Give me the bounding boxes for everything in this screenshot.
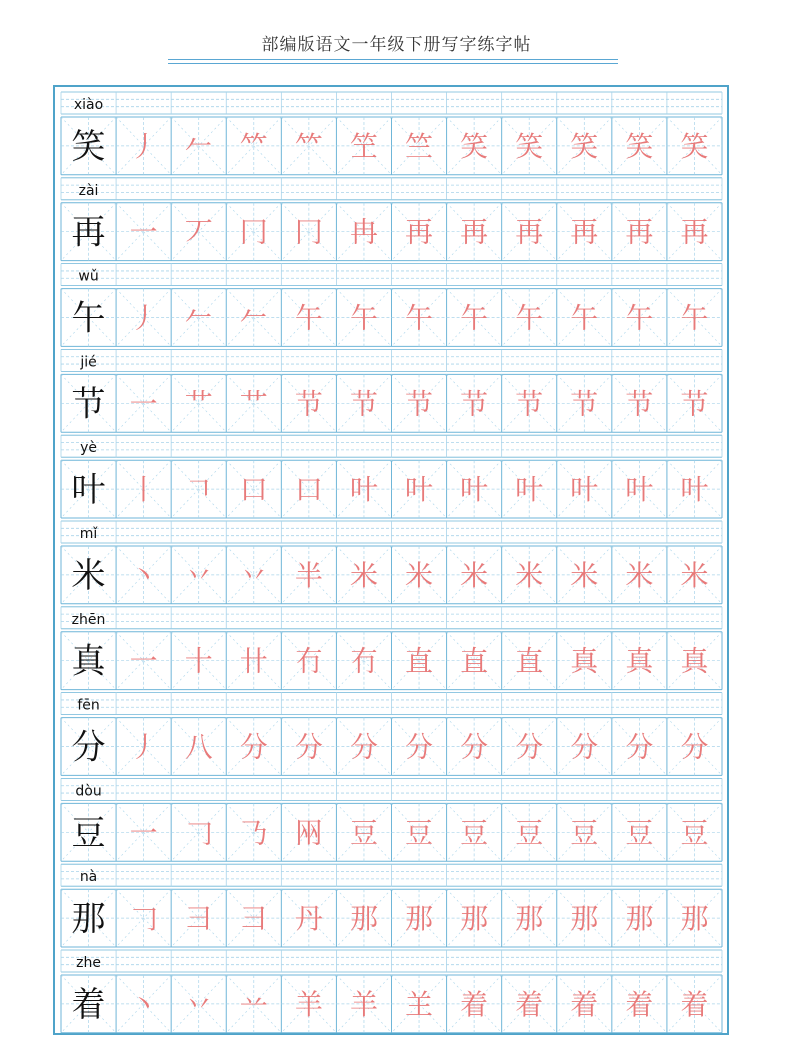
stroke-step: 冂 bbox=[239, 215, 268, 249]
stroke-step: 那 bbox=[460, 902, 489, 936]
stroke-step: 着 bbox=[625, 987, 654, 1021]
stroke-step: 丿 bbox=[129, 301, 158, 335]
stroke-step: 分 bbox=[515, 730, 544, 764]
stroke-step: 午 bbox=[405, 301, 434, 335]
stroke-step: 笑 bbox=[625, 129, 654, 163]
stroke-step: 真 bbox=[680, 644, 709, 678]
stroke-step: 节 bbox=[625, 387, 654, 421]
stroke-step: 着 bbox=[460, 987, 489, 1021]
stroke-step: 节 bbox=[570, 387, 599, 421]
stroke-step: 再 bbox=[680, 215, 709, 249]
stroke-step: 直 bbox=[405, 644, 434, 678]
stroke-step: 那 bbox=[515, 902, 544, 936]
stroke-step: 丆 bbox=[184, 215, 213, 249]
stroke-step: 羊 bbox=[349, 987, 378, 1021]
stroke-step: 竺 bbox=[405, 129, 434, 163]
pinyin-label: mǐ bbox=[79, 526, 98, 542]
stroke-step: 叶 bbox=[405, 473, 434, 507]
stroke-step: 𠂉 bbox=[184, 129, 213, 163]
stroke-step: 午 bbox=[680, 301, 709, 335]
stroke-step: 笁 bbox=[349, 129, 378, 163]
model-character: 午 bbox=[71, 298, 106, 339]
pinyin-label: zhēn bbox=[71, 611, 106, 628]
stroke-step: 𠃍 bbox=[184, 473, 213, 507]
stroke-step: 直 bbox=[460, 644, 489, 678]
stroke-step: 一 bbox=[129, 215, 158, 249]
stroke-step: 丿 bbox=[129, 129, 158, 163]
stroke-step: 米 bbox=[570, 558, 599, 592]
stroke-step: 分 bbox=[239, 730, 268, 764]
stroke-step: 口 bbox=[239, 473, 268, 507]
stroke-step: 真 bbox=[570, 644, 599, 678]
stroke-step: 口 bbox=[294, 473, 323, 507]
stroke-step: 冉 bbox=[349, 215, 378, 249]
stroke-step: 午 bbox=[460, 301, 489, 335]
stroke-step: 分 bbox=[460, 730, 489, 764]
stroke-step: 分 bbox=[625, 730, 654, 764]
stroke-step: 午 bbox=[570, 301, 599, 335]
stroke-step: 午 bbox=[349, 301, 378, 335]
stroke-step: 节 bbox=[405, 387, 434, 421]
pinyin-label: nà bbox=[79, 869, 98, 886]
stroke-step: 再 bbox=[570, 215, 599, 249]
pinyin-label: xiào bbox=[73, 97, 104, 113]
stroke-step: 着 bbox=[680, 987, 709, 1021]
stroke-step: 十 bbox=[184, 644, 213, 678]
stroke-step: 𠃌 bbox=[129, 902, 158, 936]
model-character: 再 bbox=[71, 212, 106, 253]
stroke-step: 冂 bbox=[294, 215, 323, 249]
pinyin-label: jié bbox=[80, 354, 97, 371]
stroke-step: 艹 bbox=[239, 387, 268, 421]
stroke-step: 𠂉 bbox=[184, 301, 213, 335]
stroke-step: 米 bbox=[680, 558, 709, 592]
stroke-step: 豆 bbox=[405, 816, 434, 850]
stroke-step: 𦍌 bbox=[405, 987, 434, 1021]
stroke-step: 那 bbox=[349, 902, 378, 936]
stroke-step: 艹 bbox=[184, 387, 213, 421]
stroke-step: 笑 bbox=[460, 129, 489, 163]
stroke-step: 叶 bbox=[680, 473, 709, 507]
stroke-step: 叶 bbox=[570, 473, 599, 507]
stroke-step: 笑 bbox=[680, 129, 709, 163]
stroke-step: 节 bbox=[515, 387, 544, 421]
stroke-step: 叶 bbox=[625, 473, 654, 507]
stroke-step: 节 bbox=[349, 387, 378, 421]
stroke-step: 午 bbox=[294, 301, 323, 335]
stroke-step: 羊 bbox=[294, 987, 323, 1021]
model-character: 豆 bbox=[71, 813, 106, 854]
stroke-step: 丶 bbox=[129, 987, 158, 1021]
stroke-step: 豆 bbox=[570, 816, 599, 850]
stroke-step: 䒑 bbox=[239, 987, 268, 1021]
pinyin-label: fēn bbox=[77, 697, 100, 714]
stroke-step: 真 bbox=[625, 644, 654, 678]
stroke-step: 午 bbox=[515, 301, 544, 335]
stroke-step: ⺕ bbox=[184, 902, 213, 936]
stroke-step: 一 bbox=[129, 816, 158, 850]
stroke-step: 𥫗 bbox=[239, 129, 268, 163]
stroke-step: 那 bbox=[680, 902, 709, 936]
stroke-step: 丷 bbox=[239, 558, 268, 592]
stroke-step: 着 bbox=[570, 987, 599, 1021]
stroke-step: 节 bbox=[680, 387, 709, 421]
stroke-step: 节 bbox=[460, 387, 489, 421]
model-character: 笑 bbox=[71, 126, 106, 167]
stroke-step: 冇 bbox=[294, 644, 323, 678]
stroke-step: 豆 bbox=[460, 816, 489, 850]
stroke-step: 冇 bbox=[349, 644, 378, 678]
model-character: 节 bbox=[71, 384, 106, 425]
stroke-step: 豆 bbox=[349, 816, 378, 850]
stroke-step: 再 bbox=[460, 215, 489, 249]
stroke-step: 笑 bbox=[515, 129, 544, 163]
model-character: 着 bbox=[71, 984, 106, 1025]
stroke-step: 再 bbox=[515, 215, 544, 249]
stroke-step: 直 bbox=[515, 644, 544, 678]
stroke-step: 𠄎 bbox=[239, 816, 268, 850]
model-character: 米 bbox=[71, 555, 106, 596]
stroke-step: 八 bbox=[184, 730, 213, 764]
stroke-step: 豆 bbox=[625, 816, 654, 850]
pinyin-label: yè bbox=[80, 440, 97, 457]
model-character: 真 bbox=[71, 641, 106, 682]
stroke-step: 节 bbox=[294, 387, 323, 421]
stroke-step: 米 bbox=[515, 558, 544, 592]
stroke-step: 分 bbox=[570, 730, 599, 764]
stroke-step: 丶 bbox=[129, 558, 158, 592]
stroke-step: 豆 bbox=[680, 816, 709, 850]
stroke-step: 再 bbox=[625, 215, 654, 249]
stroke-step: 𠃌 bbox=[184, 816, 213, 850]
stroke-step: 一 bbox=[129, 387, 158, 421]
model-character: 分 bbox=[71, 727, 106, 768]
stroke-step: 𥫗 bbox=[294, 129, 323, 163]
stroke-step: 米 bbox=[625, 558, 654, 592]
stroke-step: 再 bbox=[405, 215, 434, 249]
stroke-step: 笑 bbox=[570, 129, 599, 163]
stroke-step: 丷 bbox=[184, 558, 213, 592]
pinyin-label: zài bbox=[78, 182, 99, 199]
pinyin-label: zhe bbox=[76, 955, 101, 971]
stroke-step: 分 bbox=[349, 730, 378, 764]
stroke-step: 㒳 bbox=[294, 816, 323, 850]
stroke-step: 分 bbox=[294, 730, 323, 764]
stroke-step: 分 bbox=[405, 730, 434, 764]
stroke-step: 卄 bbox=[239, 644, 268, 678]
stroke-step: 分 bbox=[680, 730, 709, 764]
stroke-step: 米 bbox=[405, 558, 434, 592]
stroke-step: 半 bbox=[294, 558, 323, 592]
stroke-step: 丹 bbox=[294, 902, 323, 936]
pinyin-label: dòu bbox=[75, 783, 102, 800]
pinyin-label: wǔ bbox=[78, 268, 99, 285]
stroke-step: 一 bbox=[129, 644, 158, 678]
model-character: 那 bbox=[71, 899, 106, 940]
stroke-step: 叶 bbox=[515, 473, 544, 507]
stroke-step: 米 bbox=[349, 558, 378, 592]
stroke-step: 那 bbox=[625, 902, 654, 936]
stroke-step: 那 bbox=[570, 902, 599, 936]
stroke-step: 着 bbox=[515, 987, 544, 1021]
stroke-step: ⺕ bbox=[239, 902, 268, 936]
stroke-step: 𠂉 bbox=[239, 301, 268, 335]
stroke-step: 米 bbox=[460, 558, 489, 592]
stroke-step: 那 bbox=[405, 902, 434, 936]
stroke-step: 丿 bbox=[129, 730, 158, 764]
page-title: 部编版语文一年级下册写字练字帖 bbox=[261, 35, 532, 55]
stroke-step: 丷 bbox=[184, 987, 213, 1021]
stroke-step: 午 bbox=[625, 301, 654, 335]
stroke-step: 叶 bbox=[460, 473, 489, 507]
stroke-step: 叶 bbox=[349, 473, 378, 507]
stroke-step: 豆 bbox=[515, 816, 544, 850]
stroke-step: 丨 bbox=[129, 473, 158, 507]
model-character: 叶 bbox=[71, 470, 106, 511]
